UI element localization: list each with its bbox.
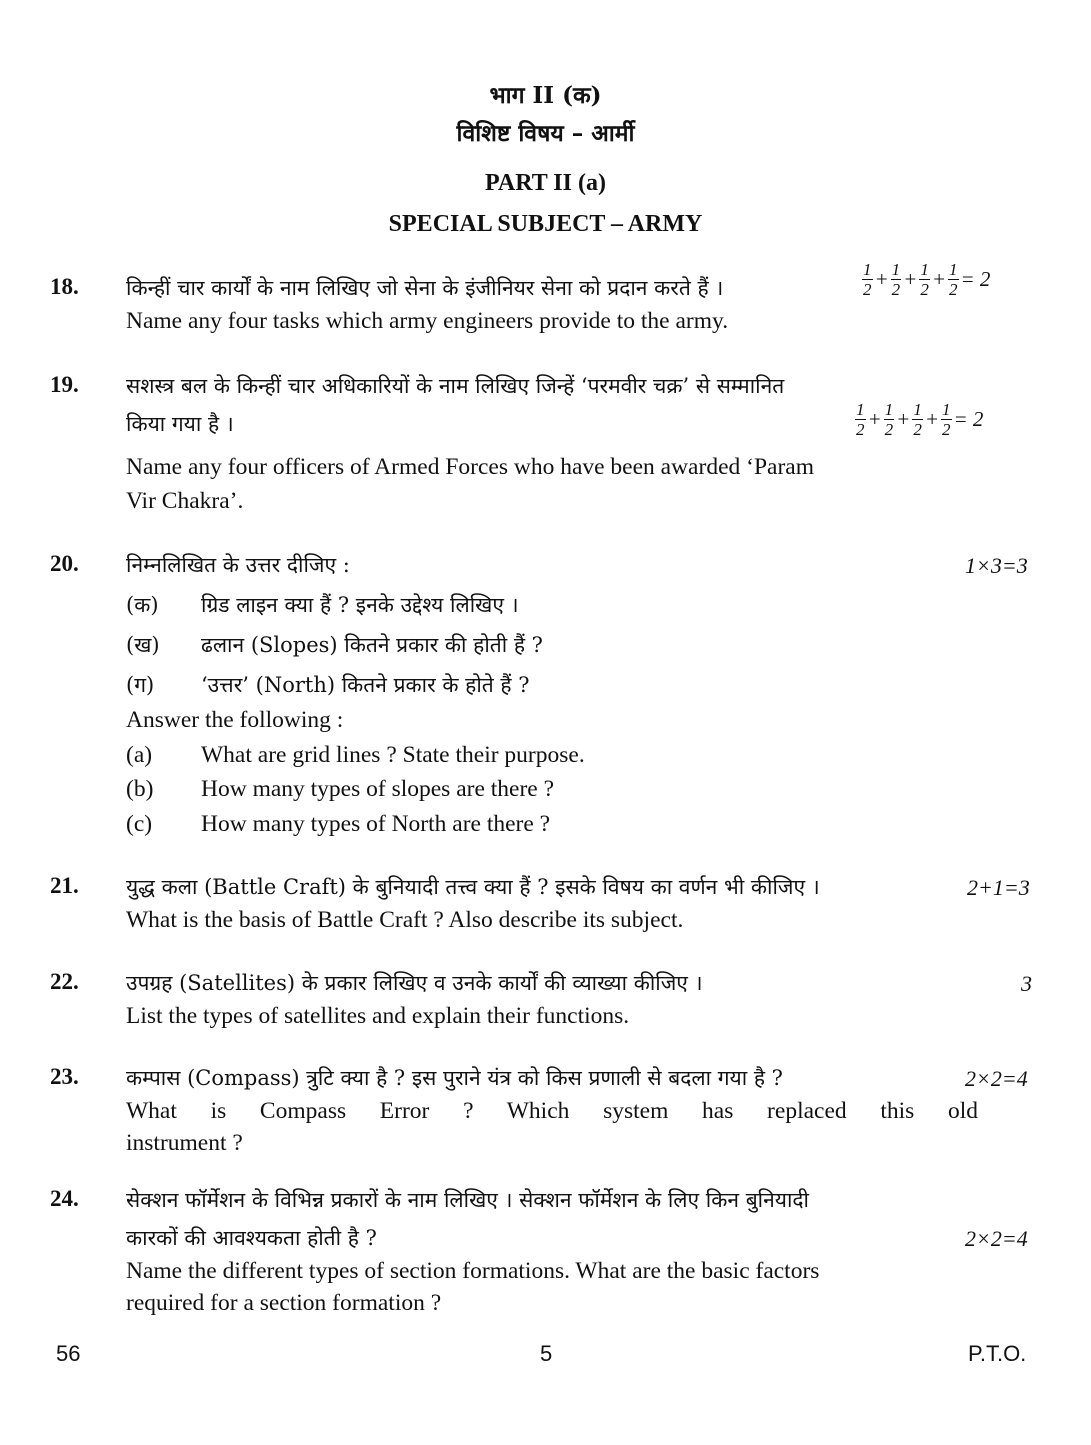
question-number: 21. [50,873,79,898]
english-part-label: (a) [126,742,153,768]
english-part-label: (c) [126,811,153,837]
question-english-text: Answer the following : [126,707,344,733]
question-number: 23. [50,1064,79,1089]
question-hindi-text: उपग्रह (Satellites) के प्रकार लिखिए व उनके कार्यों की व्याख्या कीजिए । [126,971,703,995]
question-number: 18. [50,274,79,299]
question-number: 20. [50,551,79,576]
question-english-line-1: What is Compass Error ? Which system has replaced this old [126,1098,978,1124]
hindi-part-text: ग्रिड लाइन क्या हैं ? इनके उद्देश्य लिखिए । [201,593,519,617]
english-part-heading: PART II (a) [485,170,606,196]
english-part-label: (b) [126,776,154,802]
page-number: 5 [540,1341,553,1366]
question-number: 19. [50,372,79,397]
question-english-text: Name any four tasks which army engineers provide to the army. [126,308,729,334]
pto-note: P.T.O. [968,1341,1027,1366]
question-english-line-2: required for a section formation ? [126,1290,442,1316]
question-marks-fractions: $\frac{1}{2}$ + $\frac{1}{2}$ + $\frac{1}{2}$ + $\frac{1}{2}$ = 2 [863,260,991,299]
question-english-line-2: instrument ? [126,1130,243,1156]
question-marks: 2×2=4 [965,1066,1028,1091]
fraction-half: $\frac{1}{2}$ [891,260,901,299]
english-part-text: How many types of North are there ? [201,811,551,837]
fraction-half: $\frac{1}{2}$ [884,400,894,439]
question-marks: 2+1=3 [967,875,1030,900]
fraction-half: $\frac{1}{2}$ [920,260,929,299]
question-hindi-text: युद्ध कला (Battle Craft) के बुनियादी तत्त्व क्या हैं ? इसके विषय का वर्णन भी कीजिए । [126,875,820,899]
question-hindi-line-1: सशस्त्र बल के किन्हीं चार अधिकारियों के नाम लिखिए जिन्हें ‘परमवीर चक्र’ से सम्मानित [126,374,785,398]
fraction-half: $\frac{1}{2}$ [913,400,922,439]
hindi-part-label: (ख) [126,633,160,657]
question-english-text: What is the basis of Battle Craft ? Also describe its subject. [126,907,684,933]
fraction-half: $\frac{1}{2}$ [863,260,872,299]
question-hindi-line-1: सेक्शन फॉर्मेशन के विभिन्न प्रकारों के नाम लिखिए । सेक्शन फॉर्मेशन के लिए किन बुनियादी [126,1188,809,1212]
question-number: 22. [50,969,79,994]
question-hindi-line-2: कारकों की आवश्यकता होती है ? [126,1226,377,1250]
question-marks: 1×3=3 [965,553,1028,578]
question-marks-fractions: $\frac{1}{2}$ + $\frac{1}{2}$ + $\frac{1}{2}$ + $\frac{1}{2}$ = 2 [856,400,984,439]
question-english-line-1: Name any four officers of Armed Forces who have been awarded ‘Param [126,454,814,480]
question-english-text: List the types of satellites and explain their functions. [126,1003,630,1029]
fraction-half: $\frac{1}{2}$ [949,260,958,299]
hindi-part-heading: भाग II (क) [489,82,602,109]
question-marks: 3 [1021,971,1032,996]
fraction-half: $\frac{1}{2}$ [942,400,951,439]
question-hindi-text: कम्पास (Compass) त्रुटि क्या है ? इस पुराने यंत्र को किस प्रणाली से बदला गया है ? [126,1066,783,1090]
question-number: 24. [50,1186,79,1211]
question-english-line-2: Vir Chakra’. [126,488,244,514]
hindi-part-label: (क) [126,593,159,617]
hindi-part-text: ढलान (Slopes) कितने प्रकार की होती हैं ? [201,633,543,657]
english-subject-heading: SPECIAL SUBJECT – ARMY [388,211,703,237]
hindi-part-label: (ग) [126,673,155,697]
fraction-half: $\frac{1}{2}$ [856,400,865,439]
question-english-line-1: Name the different types of section formations. What are the basic factors [126,1258,820,1284]
question-hindi-line-2: किया गया है । [126,412,234,436]
hindi-subject-heading: विशिष्ट विषय – आर्मी [456,120,635,147]
question-hindi-text: निम्नलिखित के उत्तर दीजिए : [126,553,350,577]
english-part-text: How many types of slopes are there ? [201,776,555,802]
paper-code: 56 [56,1341,81,1366]
question-marks: 2×2=4 [965,1226,1028,1251]
question-hindi-text: किन्हीं चार कार्यों के नाम लिखिए जो सेना के इंजीनियर सेना को प्रदान करते हैं । [126,276,724,300]
english-part-text: What are grid lines ? State their purpose. [201,742,585,768]
hindi-part-text: ‘उत्तर’ (North) कितने प्रकार के होते हैं ? [201,673,530,697]
